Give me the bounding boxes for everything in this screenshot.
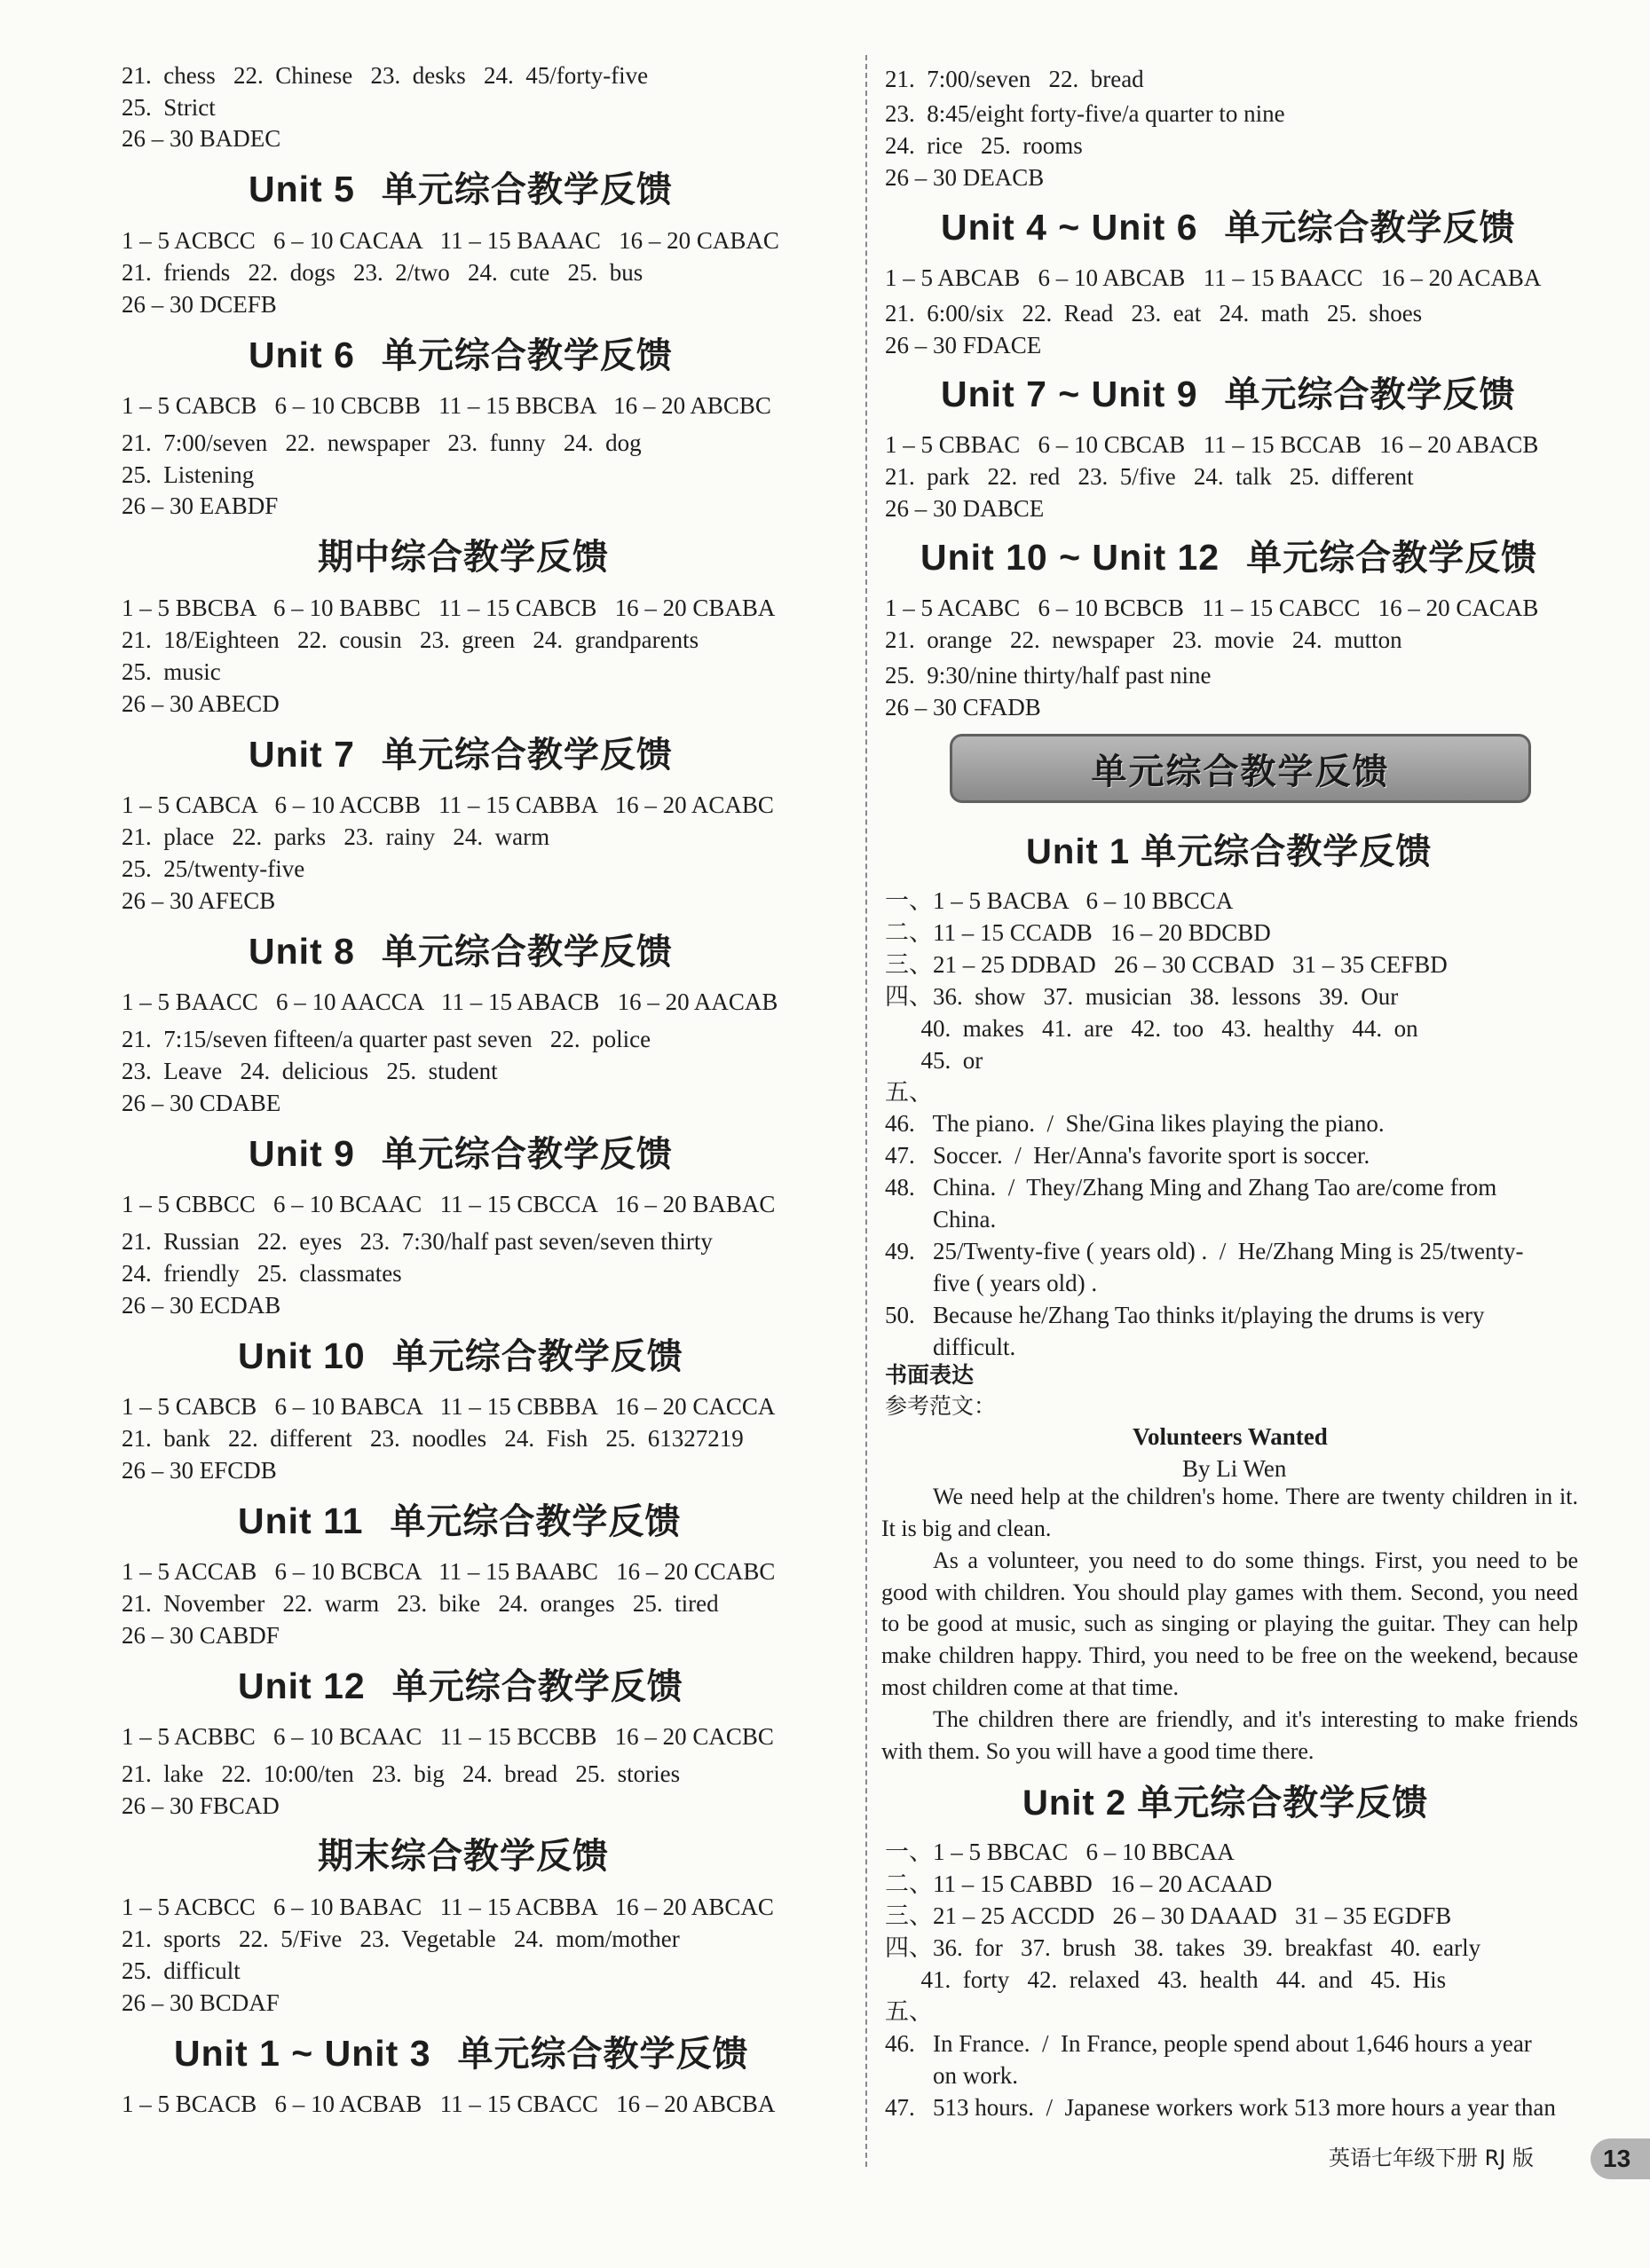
answer-line: 21. park 22. red 23. 5/five 24. talk 25. different: [885, 463, 1414, 490]
section-heading: Unit 10 ~ Unit 12 单元综合教学反馈: [920, 537, 1538, 579]
footer-book-label: 英语七年级下册 RJ 版: [1329, 2146, 1535, 2170]
essay-paragraph: As a volunteer, you need to do some things. First, you need to be good with children. You should play games with them. Second, you need to be good at music, such as singing or playing the guitar. They can help make children happy. Third, you need to be free on the weekend, because most children come at that time.: [881, 1547, 1578, 1700]
essay-paragraph: The children there are friendly, and it's interesting to make friends with them. So you will have a good time there.: [881, 1706, 1578, 1764]
answer-line: 一、1 – 5 BACBA 6 – 10 BBCCA: [885, 887, 1234, 914]
answer-line: 1 – 5 CABCB 6 – 10 BABCA 11 – 15 CBBBA 16 – 20 CACCA: [122, 1393, 776, 1420]
answer-line: 26 – 30 DEACB: [885, 164, 1045, 191]
answer-line: 25. Strict: [122, 94, 216, 121]
section-heading: Unit 11 单元综合教学反馈: [238, 1500, 682, 1542]
section-heading: Unit 8 单元综合教学反馈: [249, 931, 673, 973]
answer-line: 三、21 – 25 ACCDD 26 – 30 DAAAD 31 – 35 EGDFB: [885, 1902, 1452, 1929]
answer-line: 24. rice 25. rooms: [885, 132, 1083, 159]
answer-line: 26 – 30 ECDAB: [122, 1292, 281, 1319]
answer-line: on work.: [885, 2062, 1018, 2089]
answer-line: 21. 7:15/seven fifteen/a quarter past seven 22. police: [122, 1026, 651, 1052]
section-heading: Unit 4 ~ Unit 6 单元综合教学反馈: [941, 207, 1516, 248]
section-heading: Unit 6 单元综合教学反馈: [249, 335, 673, 376]
answer-line: 二、11 – 15 CABBD 16 – 20 ACAAD: [885, 1870, 1273, 1897]
answer-line: 1 – 5 CABCA 6 – 10 ACCBB 11 – 15 CABBA 16 – 20 ACABC: [122, 791, 774, 818]
answer-line: 1 – 5 BCACB 6 – 10 ACBAB 11 – 15 CBACC 16 – 20 ABCBA: [122, 2091, 776, 2117]
answer-line: 46. In France. / In France, people spend about 1,646 hours a year: [885, 2030, 1532, 2057]
answer-line: 26 – 30 CFADB: [885, 694, 1041, 721]
answer-line: 40. makes 41. are 42. too 43. healthy 44. on: [885, 1015, 1418, 1042]
answer-line: 1 – 5 ACBCC 6 – 10 CACAA 11 – 15 BAAAC 16 – 20 CABAC: [122, 227, 779, 254]
answer-line: 49. 25/Twenty-five ( years old) . / He/Zhang Ming is 25/twenty-: [885, 1238, 1524, 1264]
answer-line: 46. The piano. / She/Gina likes playing the piano.: [885, 1110, 1385, 1137]
answer-line: 26 – 30 EFCDB: [122, 1457, 277, 1484]
unit1-heading: Unit 1 单元综合教学反馈: [1026, 832, 1433, 871]
section-heading: Unit 10 单元综合教学反馈: [238, 1335, 683, 1377]
page-number: 13: [1591, 2138, 1650, 2179]
answer-line: 1 – 5 ACCAB 6 – 10 BCBCA 11 – 15 BAABC 16 – 20 CCABC: [122, 1558, 776, 1585]
answer-line: 三、21 – 25 DDBAD 26 – 30 CCBAD 31 – 35 CEFBD: [885, 951, 1448, 978]
answer-line: 21. lake 22. 10:00/ten 23. big 24. bread 25. stories: [122, 1760, 681, 1787]
answer-line: 21. chess 22. Chinese 23. desks 24. 45/forty-five: [122, 62, 649, 89]
essay-title: Volunteers Wanted: [1133, 1423, 1328, 1450]
answer-line: 26 – 30 DCEFB: [122, 291, 277, 318]
answer-line: 四、36. show 37. musician 38. lessons 39. Our: [885, 983, 1399, 1010]
answer-line: difficult.: [885, 1334, 1016, 1360]
answer-line: 21. sports 22. 5/Five 23. Vegetable 24. mom/mother: [122, 1925, 680, 1952]
answer-line: 五、: [885, 1079, 933, 1106]
answer-line: 50. Because he/Zhang Tao thinks it/playing the drums is very: [885, 1302, 1485, 1328]
section-heading: Unit 1 ~ Unit 3 单元综合教学反馈: [174, 2033, 749, 2075]
answer-line: 1 – 5 CABCB 6 – 10 CBCBB 11 – 15 BBCBA 16 – 20 ABCBC: [122, 392, 771, 419]
answer-line: 1 – 5 ACABC 6 – 10 BCBCB 11 – 15 CABCC 16 – 20 CACAB: [885, 595, 1539, 621]
answer-line: 1 – 5 CBBCC 6 – 10 BCAAC 11 – 15 CBCCA 16 – 20 BABAC: [122, 1191, 776, 1217]
section-heading: 期末综合教学反馈: [318, 1836, 609, 1877]
answer-line: 21. 6:00/six 22. Read 23. eat 24. math 25. shoes: [885, 300, 1423, 327]
section-heading: Unit 5 单元综合教学反馈: [249, 169, 673, 210]
answer-line: 23. 8:45/eight forty-five/a quarter to nine: [885, 100, 1285, 127]
answer-line: 26 – 30 ABECD: [122, 690, 280, 717]
answer-line: 一、1 – 5 BBCAC 6 – 10 BBCAA: [885, 1839, 1235, 1865]
answer-line: 41. forty 42. relaxed 43. health 44. and 45. His: [885, 1966, 1447, 1993]
column-divider: [865, 55, 867, 2167]
answer-line: 25. difficult: [122, 1957, 241, 1984]
answer-line: five ( years old) .: [885, 1270, 1098, 1296]
answer-line: 25. 25/twenty-five: [122, 855, 305, 882]
answer-line: 47. 513 hours. / Japanese workers work 513 more hours a year than: [885, 2094, 1556, 2121]
answer-line: 21. Russian 22. eyes 23. 7:30/half past seven/seven thirty: [122, 1228, 713, 1255]
answer-line: 26 – 30 DABCE: [885, 495, 1045, 522]
answer-line: 26 – 30 AFECB: [122, 887, 276, 914]
answer-line: 21. 18/Eighteen 22. cousin 23. green 24. grandparents: [122, 626, 699, 653]
answer-line: 47. Soccer. / Her/Anna's favorite sport is soccer.: [885, 1142, 1370, 1169]
sample-label: 参考范文：: [885, 1393, 997, 1419]
answer-line: 1 – 5 ACBBC 6 – 10 BCAAC 11 – 15 BCCBB 16 – 20 CACBC: [122, 1723, 774, 1750]
answer-line: 1 – 5 BAACC 6 – 10 AACCA 11 – 15 ABACB 16 – 20 AACAB: [122, 988, 778, 1015]
essay-paragraph: We need help at the children's home. There are twenty children in it. It is big and clean.: [881, 1484, 1578, 1541]
answer-line: 21. place 22. parks 23. rainy 24. warm: [122, 823, 550, 850]
writing-label: 书面表达: [885, 1362, 975, 1388]
answer-line: 25. 9:30/nine thirty/half past nine: [885, 662, 1212, 689]
answer-line: 26 – 30 CDABE: [122, 1090, 281, 1116]
answer-line: 四、36. for 37. brush 38. takes 39. breakfast 40. early: [885, 1934, 1481, 1961]
answer-line: 二、11 – 15 CCADB 16 – 20 BDCBD: [885, 919, 1271, 946]
section-heading: Unit 7 单元综合教学反馈: [249, 734, 673, 776]
answer-line: 26 – 30 CABDF: [122, 1622, 280, 1649]
answer-line: 1 – 5 CBBAC 6 – 10 CBCAB 11 – 15 BCCAB 16 – 20 ABACB: [885, 431, 1539, 458]
answer-line: 24. friendly 25. classmates: [122, 1260, 402, 1287]
answer-line: 21. 7:00/seven 22. bread: [885, 66, 1144, 92]
answer-line: 1 – 5 ABCAB 6 – 10 ABCAB 11 – 15 BAACC 16 – 20 ACABA: [885, 264, 1542, 291]
answer-line: 21. orange 22. newspaper 23. movie 24. mutton: [885, 626, 1402, 653]
answer-line: 25. Listening: [122, 461, 255, 488]
answer-line: 五、: [885, 1998, 933, 2025]
answer-line: 21. 7:00/seven 22. newspaper 23. funny 24. dog: [122, 429, 642, 456]
section-banner: 单元综合教学反馈: [950, 734, 1531, 803]
answer-line: 21. bank 22. different 23. noodles 24. Fish 25. 61327219: [122, 1425, 744, 1452]
answer-line: 26 – 30 FDACE: [885, 332, 1042, 358]
section-heading: 期中综合教学反馈: [318, 537, 609, 578]
answer-line: 25. music: [122, 658, 221, 685]
section-heading: Unit 12 单元综合教学反馈: [238, 1666, 683, 1707]
essay-author: By Li Wen: [1182, 1455, 1287, 1482]
answer-line: 26 – 30 BADEC: [122, 125, 281, 152]
answer-line: 1 – 5 BBCBA 6 – 10 BABBC 11 – 15 CABCB 16 – 20 CBABA: [122, 595, 776, 621]
answer-line: 48. China. / They/Zhang Ming and Zhang Tao are/come from: [885, 1174, 1497, 1201]
section-heading: Unit 7 ~ Unit 9 单元综合教学反馈: [941, 374, 1516, 415]
answer-line: 26 – 30 BCDAF: [122, 1989, 280, 2016]
answer-line: 26 – 30 FBCAD: [122, 1792, 280, 1819]
answer-line: 1 – 5 ACBCC 6 – 10 BABAC 11 – 15 ACBBA 16 – 20 ABCAC: [122, 1894, 774, 1920]
answer-line: 21. November 22. warm 23. bike 24. oranges 25. tired: [122, 1590, 719, 1617]
answer-line: 26 – 30 EABDF: [122, 492, 279, 519]
unit2-heading: Unit 2 单元综合教学反馈: [1022, 1784, 1429, 1823]
answer-line: China.: [885, 1206, 997, 1232]
section-heading: Unit 9 单元综合教学反馈: [249, 1133, 673, 1175]
answer-line: 21. friends 22. dogs 23. 2/two 24. cute 25. bus: [122, 259, 643, 286]
answer-line: 45. or: [885, 1047, 983, 1074]
answer-line: 23. Leave 24. delicious 25. student: [122, 1058, 498, 1084]
